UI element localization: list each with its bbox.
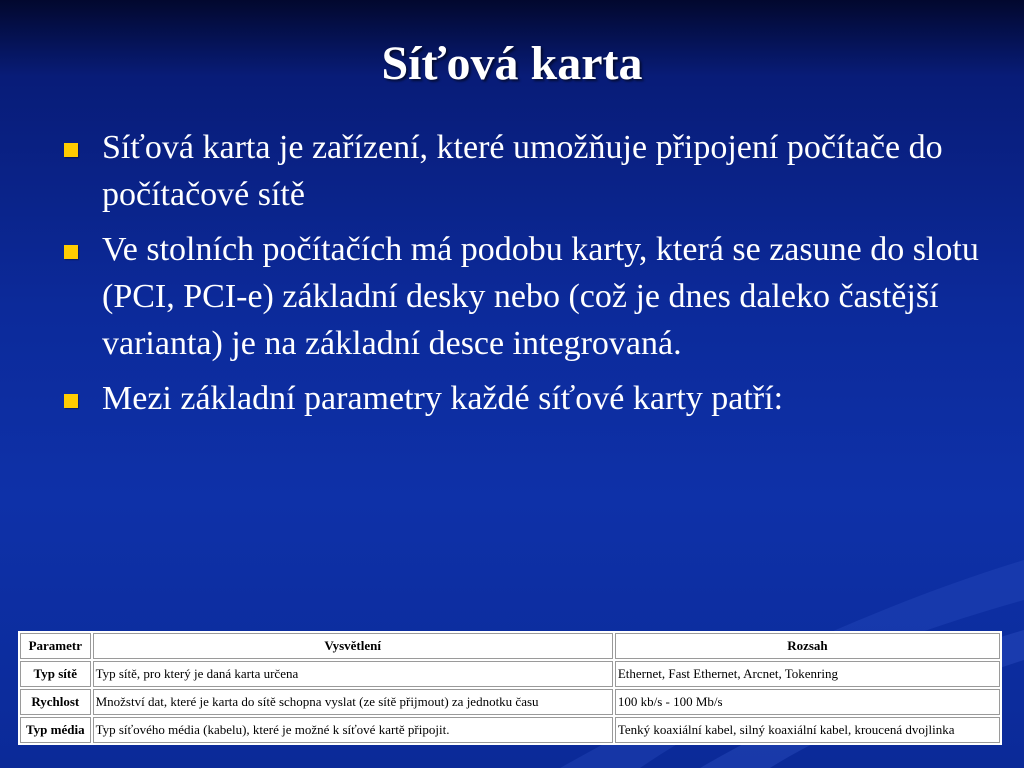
square-bullet-icon bbox=[64, 143, 78, 157]
header-rozsah: Rozsah bbox=[615, 633, 1000, 659]
square-bullet-icon bbox=[64, 394, 78, 408]
row-range: Ethernet, Fast Ethernet, Arcnet, Tokenring bbox=[615, 661, 1000, 687]
square-bullet-icon bbox=[64, 245, 78, 259]
row-range: 100 kb/s - 100 Mb/s bbox=[615, 689, 1000, 715]
row-desc: Typ sítě, pro který je daná karta určena bbox=[93, 661, 613, 687]
bullet-text: Mezi základní parametry každé síťové karty patří: bbox=[102, 380, 784, 417]
header-vysvetleni: Vysvětlení bbox=[93, 633, 613, 659]
bullet-item bbox=[60, 124, 980, 218]
slide-title: Síťová karta bbox=[381, 37, 643, 90]
table-row bbox=[20, 717, 1000, 743]
header-parametr: Parametr bbox=[20, 633, 91, 659]
row-param: Rychlost bbox=[20, 689, 91, 715]
bullet-list bbox=[60, 124, 980, 430]
row-desc: Množství dat, které je karta do sítě schopna vyslat (ze sítě přijmout) za jednotku času bbox=[93, 689, 613, 715]
row-param: Typ sítě bbox=[20, 661, 91, 687]
bullet-item bbox=[60, 375, 980, 422]
row-range: Tenký koaxiální kabel, silný koaxiální kabel, kroucená dvojlinka bbox=[615, 717, 1000, 743]
row-param: Typ média bbox=[20, 717, 91, 743]
bullet-item bbox=[60, 226, 980, 367]
table-row bbox=[20, 689, 1000, 715]
table-row bbox=[20, 661, 1000, 687]
row-desc: Typ síťového média (kabelu), které je možné k síťové kartě připojit. bbox=[93, 717, 613, 743]
table-header-row bbox=[20, 633, 1000, 659]
parameter-table bbox=[18, 631, 1002, 745]
bullet-text: Ve stolních počítačích má podobu karty, která se zasune do slotu (PCI, PCI-e) základní desky nebo (což je dnes daleko častější varianta) je na základní desce integrovaná. bbox=[102, 231, 979, 362]
bullet-text: Síťová karta je zařízení, které umožňuje připojení počítače do počítačové sítě bbox=[102, 129, 943, 213]
